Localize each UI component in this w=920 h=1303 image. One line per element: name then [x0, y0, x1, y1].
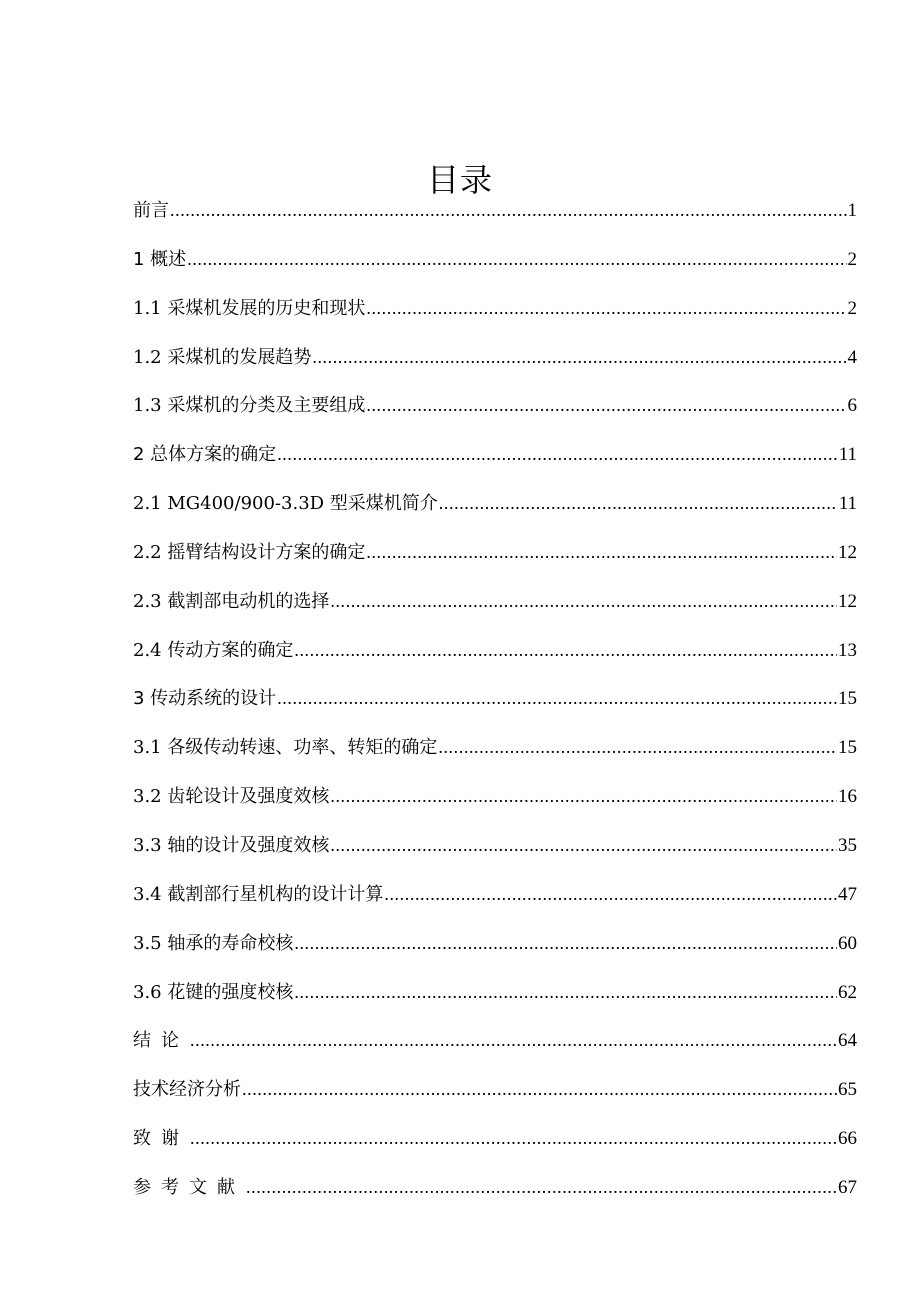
- toc-entry-label: 技术经济分析: [133, 1079, 241, 1101]
- toc-entry[interactable]: [133, 479, 857, 528]
- toc-entry-page: 35: [838, 834, 857, 856]
- toc-entry-label: 结论: [133, 1030, 189, 1052]
- toc-leader-dots: [170, 186, 847, 235]
- toc-leader-dots: [277, 430, 838, 479]
- toc-entry-label: 前言: [133, 200, 169, 221]
- toc-leader-dots: [246, 1163, 837, 1212]
- toc-leader-dots: [366, 381, 846, 430]
- toc-entry-label: 2.4 传动方案的确定: [133, 639, 294, 661]
- toc-entry[interactable]: [133, 430, 857, 479]
- toc-entry-label: 2.3 截割部电动机的选择: [133, 590, 330, 612]
- toc-entry[interactable]: [133, 235, 857, 284]
- toc-entry-page: 4: [847, 346, 857, 368]
- toc-entry-label: 3.5 轴承的寿命校核: [133, 932, 294, 954]
- toc-entry-page: 11: [838, 444, 857, 466]
- toc-entry-label: 3.4 截割部行星机构的设计计算: [133, 883, 384, 905]
- toc-entry-label: 3.6 花键的强度校核: [133, 981, 294, 1003]
- toc-entry-label: 3.3 轴的设计及强度效核: [133, 834, 330, 856]
- toc-leader-dots: [190, 1016, 837, 1065]
- toc-entry-page: 62: [838, 981, 857, 1003]
- toc-entry[interactable]: [133, 284, 857, 333]
- toc-entry[interactable]: [133, 968, 857, 1017]
- toc-entry-page: 12: [838, 541, 857, 563]
- toc-entry-page: 66: [838, 1128, 857, 1150]
- toc-entry[interactable]: [133, 870, 857, 919]
- toc-leader-dots: [439, 479, 838, 528]
- toc-leader-dots: [330, 772, 837, 821]
- toc-entry-label: 参考文献: [133, 1176, 245, 1198]
- toc-entry-page: 1: [847, 200, 857, 221]
- toc-entry-label: 致谢: [133, 1128, 189, 1150]
- toc-entry[interactable]: [133, 1016, 857, 1065]
- toc-leader-dots: [366, 528, 837, 577]
- page-title: 目录: [426, 161, 493, 200]
- toc-entry[interactable]: [133, 821, 857, 870]
- toc-leader-dots: [294, 968, 837, 1017]
- toc-entry-label: 3.2 齿轮设计及强度效核: [133, 786, 330, 808]
- toc-leader-dots: [294, 626, 837, 675]
- toc-leader-dots: [277, 674, 837, 723]
- toc-leader-dots: [330, 577, 837, 626]
- toc-leader-dots: [187, 235, 846, 284]
- toc-entry-label: 1.2 采煤机的发展趋势: [133, 346, 312, 368]
- toc-entry[interactable]: [133, 1163, 857, 1212]
- toc-entry[interactable]: [133, 723, 857, 772]
- table-of-contents: [133, 186, 857, 1212]
- toc-entry[interactable]: [133, 333, 857, 382]
- toc-leader-dots: [312, 333, 846, 382]
- toc-entry-page: 64: [838, 1030, 857, 1052]
- toc-leader-dots: [330, 821, 837, 870]
- toc-entry-page: 15: [838, 737, 857, 759]
- toc-leader-dots: [190, 1114, 837, 1163]
- toc-entry-page: 65: [838, 1079, 857, 1101]
- toc-entry[interactable]: [133, 1114, 857, 1163]
- toc-entry-page: 6: [847, 395, 857, 417]
- toc-entry[interactable]: [133, 577, 857, 626]
- toc-entry[interactable]: [133, 674, 857, 723]
- toc-leader-dots: [384, 870, 837, 919]
- toc-entry-label: 1.1 采煤机发展的历史和现状: [133, 297, 366, 319]
- toc-entry-label: 2.1 MG400/900-3.3D 型采煤机简介: [133, 493, 438, 515]
- toc-entry-page: 16: [838, 786, 857, 808]
- toc-entry[interactable]: [133, 186, 857, 235]
- toc-entry-page: 13: [838, 639, 857, 661]
- toc-entry-label: 3 传动系统的设计: [133, 688, 277, 710]
- toc-entry[interactable]: [133, 528, 857, 577]
- toc-entry-page: 12: [838, 590, 857, 612]
- toc-entry[interactable]: [133, 381, 857, 430]
- toc-entry[interactable]: [133, 626, 857, 675]
- toc-entry-page: 2: [847, 248, 857, 270]
- toc-leader-dots: [366, 284, 846, 333]
- toc-entry-page: 2: [847, 297, 857, 319]
- toc-entry-label: 2 总体方案的确定: [133, 444, 277, 466]
- toc-entry[interactable]: [133, 772, 857, 821]
- toc-entry-page: 11: [838, 493, 857, 515]
- toc-entry-page: 60: [838, 932, 857, 954]
- toc-entry-page: 67: [838, 1176, 857, 1198]
- toc-entry-label: 1.3 采煤机的分类及主要组成: [133, 395, 366, 417]
- toc-leader-dots: [242, 1065, 837, 1114]
- toc-entry-page: 47: [838, 883, 857, 905]
- toc-leader-dots: [294, 919, 837, 968]
- toc-entry-label: 1 概述: [133, 248, 187, 270]
- toc-leader-dots: [438, 723, 837, 772]
- toc-entry[interactable]: [133, 919, 857, 968]
- toc-entry[interactable]: [133, 1065, 857, 1114]
- toc-entry-page: 15: [838, 688, 857, 710]
- toc-entry-label: 3.1 各级传动转速、功率、转矩的确定: [133, 737, 438, 759]
- toc-entry-label: 2.2 摇臂结构设计方案的确定: [133, 541, 366, 563]
